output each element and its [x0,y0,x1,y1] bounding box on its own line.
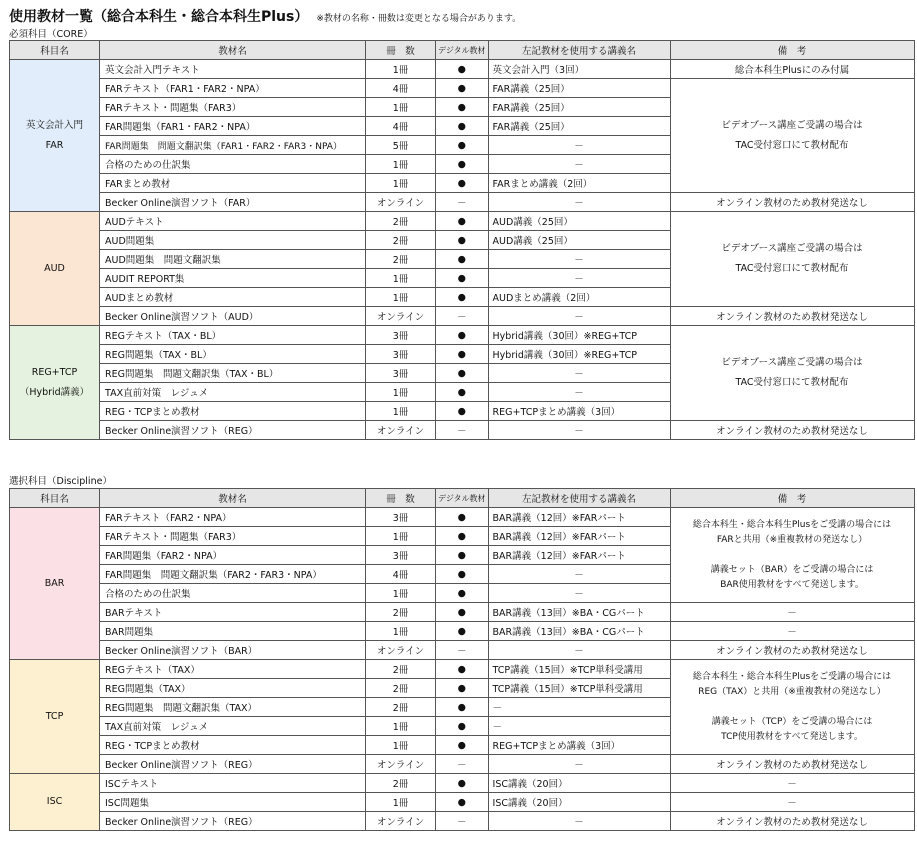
material-name: FAR問題集 問題文翻訳集（FAR1・FAR2・FAR3・NPA） [100,136,366,155]
qty: 1冊 [366,402,436,421]
qty: 1冊 [366,174,436,193]
remark: オンライン教材のため教材発送なし [670,421,914,440]
lecture-name: － [488,383,670,402]
material-name: AUD問題集 問題文翻訳集 [100,250,366,269]
remark: 総合本科生Plusにのみ付属 [670,60,914,79]
lecture-name: BAR講義（13回）※BA・CGパート [488,603,670,622]
digital-mark: － [436,421,489,440]
table-row [10,755,915,774]
material-name: REG・TCPまとめ教材 [100,402,366,421]
digital-mark: ● [436,212,489,231]
material-name: Becker Online演習ソフト（AUD） [100,307,366,326]
subject-name: BAR [44,577,65,589]
qty: 1冊 [366,793,436,812]
digital-mark: ● [436,717,489,736]
lecture-name: － [488,307,670,326]
material-name: 合格のための仕訳集 [100,584,366,603]
digital-mark: ● [436,136,489,155]
lecture-name: － [488,136,670,155]
digital-mark: － [436,641,489,660]
table-header-row [10,41,915,60]
digital-mark: ● [436,155,489,174]
qty: 2冊 [366,698,436,717]
table-row [10,421,915,440]
qty: オンライン [366,755,436,774]
lecture-name: BAR講義（12回）※FARパート [488,527,670,546]
lecture-name: REG+TCPまとめ講義（3回） [488,402,670,421]
lecture-name: － [488,269,670,288]
digital-mark: ● [436,117,489,136]
lecture-name: AUD講義（25回） [488,212,670,231]
header-material: 教材名 [100,41,366,60]
subject-name: TCP [45,710,64,722]
qty: 2冊 [366,774,436,793]
material-name: AUD問題集 [100,231,366,250]
subject-cell-tcp [10,660,100,774]
remark: － [670,622,914,641]
qty: 4冊 [366,117,436,136]
remark-text: ビデオブース講座ご受講の場合は TAC受付窓口にて教材配布 [721,357,863,388]
lecture-name: － [488,155,670,174]
digital-mark: ● [436,231,489,250]
lecture-name: － [488,755,670,774]
material-name: AUDテキスト [100,212,366,231]
lecture-name: TCP講義（15回）※TCP単科受講用 [488,679,670,698]
remark [670,660,914,755]
section-label-core: 必須科目（CORE） [9,29,93,40]
digital-mark: － [436,193,489,212]
table-row [10,812,915,831]
table-row [10,622,915,641]
table-row [10,793,915,812]
material-name: AUDIT REPORT集 [100,269,366,288]
material-name: REG問題集（TAX・BL） [100,345,366,364]
digital-mark: － [436,755,489,774]
material-name: ISC問題集 [100,793,366,812]
lecture-name: － [488,250,670,269]
remark [670,326,914,421]
qty: オンライン [366,421,436,440]
material-name: TAX直前対策 レジュメ [100,383,366,402]
lecture-name: TCP講義（15回）※TCP単科受講用 [488,660,670,679]
lecture-name: － [488,421,670,440]
digital-mark: ● [436,793,489,812]
digital-mark: － [436,307,489,326]
digital-mark: ● [436,288,489,307]
qty: 2冊 [366,660,436,679]
material-name: FAR問題集 問題文翻訳集（FAR2・FAR3・NPA） [100,565,366,584]
remark: － [670,603,914,622]
remark: オンライン教材のため教材発送なし [670,641,914,660]
material-name: FARまとめ教材 [100,174,366,193]
qty: 1冊 [366,98,436,117]
material-name: FARテキスト（FAR2・NPA） [100,508,366,527]
subject-cell-aud [10,212,100,326]
lecture-name: － [488,641,670,660]
qty: 1冊 [366,60,436,79]
qty: 3冊 [366,345,436,364]
subject-cell-far [10,60,100,212]
digital-mark: ● [436,774,489,793]
remark [670,79,914,193]
lecture-name: FAR講義（25回） [488,98,670,117]
qty: オンライン [366,641,436,660]
digital-mark: ● [436,565,489,584]
digital-mark: ● [436,79,489,98]
qty: 1冊 [366,288,436,307]
header-material: 教材名 [100,489,366,508]
lecture-name: － [488,698,670,717]
table-row [10,641,915,660]
digital-mark: ● [436,345,489,364]
material-name: FARテキスト・問題集（FAR3） [100,98,366,117]
qty: オンライン [366,193,436,212]
lecture-name: FAR講義（25回） [488,79,670,98]
subject-name: 英文会計入門 FAR [25,119,83,151]
table-row [10,212,915,231]
material-name: FARテキスト（FAR1・FAR2・NPA） [100,79,366,98]
qty: 3冊 [366,546,436,565]
digital-mark: ● [436,269,489,288]
subject-cell-isc [10,774,100,831]
header-lecture: 左記教材を使用する講義名 [488,489,670,508]
digital-mark: ● [436,98,489,117]
material-name: REGテキスト（TAX） [100,660,366,679]
subject-name: REG+TCP （Hybrid講義） [19,366,90,398]
header-qty: 冊 数 [366,41,436,60]
material-name: Becker Online演習ソフト（FAR） [100,193,366,212]
lecture-name: － [488,812,670,831]
material-name: ISCテキスト [100,774,366,793]
section-label-discipline: 選択科目（Discipline） [9,476,112,487]
remark: － [670,774,914,793]
qty: 1冊 [366,269,436,288]
header-digital: デジタル教材 [436,41,489,60]
remark: オンライン教材のため教材発送なし [670,307,914,326]
qty: 3冊 [366,326,436,345]
remark [670,508,914,603]
digital-mark: ● [436,546,489,565]
digital-mark: ● [436,698,489,717]
qty: 3冊 [366,364,436,383]
core-table [9,40,915,440]
lecture-name: － [488,717,670,736]
qty: 1冊 [366,584,436,603]
page-note: ※教材の名称・冊数は変更となる場合があります。 [316,14,522,24]
remark: － [670,793,914,812]
subject-name: AUD [44,262,65,274]
qty: 1冊 [366,155,436,174]
lecture-name: ISC講義（20回） [488,793,670,812]
header-lecture: 左記教材を使用する講義名 [488,41,670,60]
remark-text: 総合本科生・総合本科生Plusをご受講の場合には REG（TAX）と共用（※重複教材の発送なし） 講義セット（TCP）をご受講の場合には TCP使用教材をすべて発送します。 [692,671,892,742]
page-header [9,6,521,26]
material-name: REG問題集 問題文翻訳集（TAX） [100,698,366,717]
lecture-name: － [488,584,670,603]
lecture-name: FARまとめ講義（2回） [488,174,670,193]
lecture-name: － [488,193,670,212]
table-row [10,79,915,98]
qty: 1冊 [366,527,436,546]
qty: 5冊 [366,136,436,155]
header-remarks: 備 考 [670,41,914,60]
remark [670,212,914,307]
qty: 1冊 [366,717,436,736]
digital-mark: ● [436,527,489,546]
subject-cell-reg-tcp [10,326,100,440]
lecture-name: FAR講義（25回） [488,117,670,136]
table-row [10,508,915,527]
digital-mark: ● [436,736,489,755]
digital-mark: ● [436,622,489,641]
lecture-name: AUDまとめ講義（2回） [488,288,670,307]
material-name: FAR問題集（FAR1・FAR2・NPA） [100,117,366,136]
digital-mark: ● [436,174,489,193]
qty: 1冊 [366,736,436,755]
digital-mark: ● [436,584,489,603]
material-name: AUDまとめ教材 [100,288,366,307]
table-row [10,326,915,345]
header-subject: 科目名 [10,41,100,60]
lecture-name: Hybrid講義（30回）※REG+TCP [488,345,670,364]
table-row [10,660,915,679]
lecture-name: Hybrid講義（30回）※REG+TCP [488,326,670,345]
digital-mark: ● [436,508,489,527]
lecture-name: 英文会計入門（3回） [488,60,670,79]
qty: 4冊 [366,79,436,98]
remark-text: ビデオブース講座ご受講の場合は TAC受付窓口にて教材配布 [721,119,863,151]
qty: 2冊 [366,603,436,622]
page-title: 使用教材一覧（総合本科生・総合本科生Plus） [9,9,309,25]
qty: 1冊 [366,383,436,402]
qty: 4冊 [366,565,436,584]
lecture-name: － [488,565,670,584]
digital-mark: ● [436,60,489,79]
header-remarks: 備 考 [670,489,914,508]
material-name: BAR問題集 [100,622,366,641]
remark: オンライン教材のため教材発送なし [670,755,914,774]
discipline-table [9,488,915,831]
qty: 2冊 [366,231,436,250]
material-name: TAX直前対策 レジュメ [100,717,366,736]
qty: 3冊 [366,508,436,527]
remark-text: 総合本科生・総合本科生Plusをご受講の場合には FARと共用（※重複教材の発送なし） 講義セット（BAR）をご受講の場合には BAR使用教材をすべて発送します。 [692,519,892,590]
qty: 2冊 [366,679,436,698]
material-name: Becker Online演習ソフト（REG） [100,755,366,774]
material-name: REG問題集 問題文翻訳集（TAX・BL） [100,364,366,383]
lecture-name: ISC講義（20回） [488,774,670,793]
digital-mark: ● [436,383,489,402]
material-name: FARテキスト・問題集（FAR3） [100,527,366,546]
material-name: REGテキスト（TAX・BL） [100,326,366,345]
table-row [10,307,915,326]
material-name: BARテキスト [100,603,366,622]
material-name: REG問題集（TAX） [100,679,366,698]
digital-mark: ● [436,326,489,345]
lecture-name: REG+TCPまとめ講義（3回） [488,736,670,755]
table-row [10,60,915,79]
header-digital: デジタル教材 [436,489,489,508]
material-name: Becker Online演習ソフト（BAR） [100,641,366,660]
table-row [10,193,915,212]
remark: オンライン教材のため教材発送なし [670,193,914,212]
material-name: REG・TCPまとめ教材 [100,736,366,755]
digital-mark: ● [436,364,489,383]
digital-mark: ● [436,679,489,698]
qty: 1冊 [366,622,436,641]
material-name: 英文会計入門テキスト [100,60,366,79]
digital-mark: ● [436,603,489,622]
lecture-name: BAR講義（12回）※FARパート [488,508,670,527]
material-name: 合格のための仕訳集 [100,155,366,174]
digital-mark: － [436,812,489,831]
qty: 2冊 [366,250,436,269]
table-header-row [10,489,915,508]
digital-mark: ● [436,402,489,421]
table-row [10,603,915,622]
digital-mark: ● [436,660,489,679]
remark: オンライン教材のため教材発送なし [670,812,914,831]
qty: 2冊 [366,212,436,231]
material-name: FAR問題集（FAR2・NPA） [100,546,366,565]
qty: オンライン [366,812,436,831]
header-subject: 科目名 [10,489,100,508]
lecture-name: AUD講義（25回） [488,231,670,250]
subject-cell-bar [10,508,100,660]
table-row [10,774,915,793]
digital-mark: ● [436,250,489,269]
qty: オンライン [366,307,436,326]
remark-text: ビデオブース講座ご受講の場合は TAC受付窓口にて教材配布 [721,243,863,274]
lecture-name: BAR講義（13回）※BA・CGパート [488,622,670,641]
lecture-name: BAR講義（12回）※FARパート [488,546,670,565]
header-qty: 冊 数 [366,489,436,508]
subject-name: ISC [46,796,63,807]
lecture-name: － [488,364,670,383]
material-name: Becker Online演習ソフト（REG） [100,421,366,440]
material-name: Becker Online演習ソフト（REG） [100,812,366,831]
